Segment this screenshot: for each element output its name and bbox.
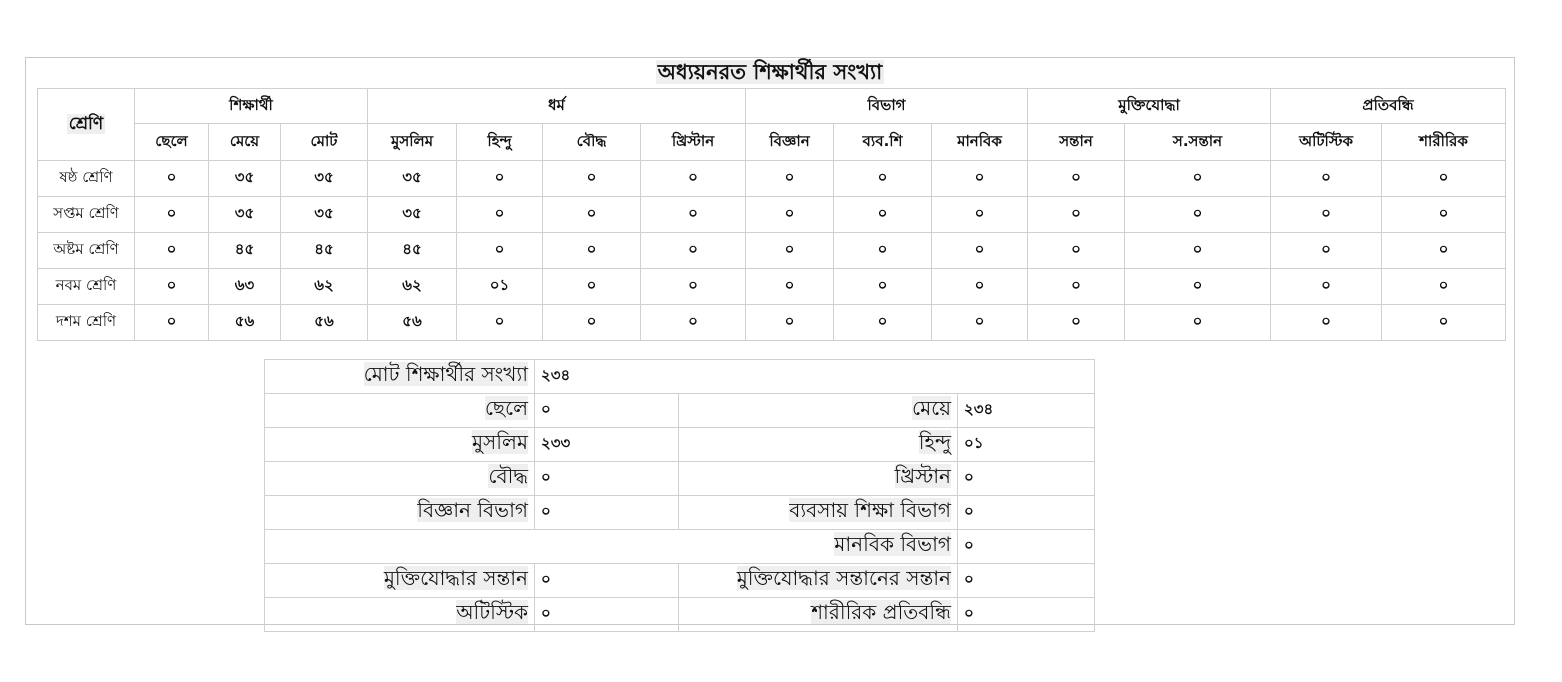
autistic-value: ০ — [535, 598, 679, 632]
ff-grandchild-value: ০ — [958, 564, 1095, 598]
science-value: ০ — [535, 496, 679, 530]
business-label: ব্যবসায় শিক্ষা বিভাগ — [679, 496, 958, 530]
subheader-muslim: মুসলিম — [368, 124, 457, 161]
summary-row — [265, 530, 1095, 564]
cell: ০ — [1271, 269, 1382, 305]
summary-table — [264, 359, 1095, 632]
cell: ৩৫ — [368, 197, 457, 233]
table-row — [38, 233, 1506, 269]
summary-row — [265, 564, 1095, 598]
cell: ০ — [543, 233, 641, 269]
row-class-label: নবম শ্রেণি — [38, 269, 135, 305]
muslim-label: মুসলিম — [265, 428, 535, 462]
cell: ০ — [932, 233, 1028, 269]
subheader-hindu: হিন্দু — [457, 124, 543, 161]
cell: ০ — [135, 197, 209, 233]
cell: ০ — [135, 269, 209, 305]
cell: ০ — [1125, 305, 1271, 341]
cell: ০ — [1271, 161, 1382, 197]
table-row — [38, 269, 1506, 305]
header-religion: ধর্ম — [368, 89, 746, 124]
humanities-label: মানবিক বিভাগ — [265, 530, 958, 564]
cell: ০ — [1125, 197, 1271, 233]
cell: ০ — [457, 161, 543, 197]
cell: ০ — [1028, 269, 1125, 305]
hindu-label: হিন্দু — [679, 428, 958, 462]
subheader-grandchild: স.সন্তান — [1125, 124, 1271, 161]
cell: ০ — [834, 305, 932, 341]
cell: ০ — [834, 197, 932, 233]
cell: ০ — [641, 161, 746, 197]
cell: ০ — [1382, 305, 1506, 341]
cell: ০ — [1028, 233, 1125, 269]
cell: ০ — [135, 233, 209, 269]
cell: ০ — [457, 305, 543, 341]
cell: ৫৬ — [281, 305, 368, 341]
cell: ০ — [1382, 197, 1506, 233]
class-stats-table — [37, 88, 1506, 341]
page-title: অধ্যয়নরত শিক্ষার্থীর সংখ্যা — [657, 60, 883, 84]
cell: ০ — [834, 269, 932, 305]
summary-row — [265, 360, 1095, 394]
summary-row — [265, 462, 1095, 496]
ff-child-label: মুক্তিযোদ্ধার সন্তান — [265, 564, 535, 598]
row-class-label: অষ্টম শ্রেণি — [38, 233, 135, 269]
cell: ০ — [543, 197, 641, 233]
subheader-physical: শারীরিক — [1382, 124, 1506, 161]
boys-value: ০ — [535, 394, 679, 428]
boys-label: ছেলে — [265, 394, 535, 428]
summary-row — [265, 598, 1095, 632]
cell: ৩৫ — [209, 197, 281, 233]
cell: ০ — [457, 197, 543, 233]
cell: ০ — [641, 197, 746, 233]
cell: ৩৫ — [281, 197, 368, 233]
row-class-label: সপ্তম শ্রেণি — [38, 197, 135, 233]
girls-value: ২৩৪ — [958, 394, 1095, 428]
cell: ০ — [1382, 233, 1506, 269]
cell: ০ — [543, 161, 641, 197]
girls-label: মেয়ে — [679, 394, 958, 428]
cell: ৪৫ — [209, 233, 281, 269]
summary-row — [265, 394, 1095, 428]
header-freedom-fighter: মুক্তিযোদ্ধা — [1028, 89, 1271, 124]
total-students-label: মোট শিক্ষার্থীর সংখ্যা — [265, 360, 535, 394]
header-disabled: প্রতিবন্ধি — [1271, 89, 1506, 124]
buddhist-label: বৌদ্ধ — [265, 462, 535, 496]
subheader-child: সন্তান — [1028, 124, 1125, 161]
hindu-value: ০১ — [958, 428, 1095, 462]
cell: ৬৩ — [209, 269, 281, 305]
cell: ৪৫ — [281, 233, 368, 269]
summary-row — [265, 496, 1095, 530]
cell: ৩৫ — [209, 161, 281, 197]
subheader-humanities: মানবিক — [932, 124, 1028, 161]
cell: ৫৬ — [209, 305, 281, 341]
subheader-science: বিজ্ঞান — [746, 124, 834, 161]
subheader-girls: মেয়ে — [209, 124, 281, 161]
cell: ০ — [1028, 305, 1125, 341]
row-class-label: দশম শ্রেণি — [38, 305, 135, 341]
cell: ০ — [932, 305, 1028, 341]
subheader-buddhist: বৌদ্ধ — [543, 124, 641, 161]
cell: ০ — [1382, 269, 1506, 305]
row-class-label: ষষ্ঠ শ্রেণি — [38, 161, 135, 197]
subheader-autistic: অটিস্টিক — [1271, 124, 1382, 161]
science-label: বিজ্ঞান বিভাগ — [265, 496, 535, 530]
cell: ০ — [1125, 161, 1271, 197]
cell: ৬২ — [281, 269, 368, 305]
cell: ০ — [135, 161, 209, 197]
business-value: ০ — [958, 496, 1095, 530]
autistic-label: অটিস্টিক — [265, 598, 535, 632]
cell: ০ — [641, 269, 746, 305]
cell: ০ — [746, 305, 834, 341]
cell: ০ — [135, 305, 209, 341]
physical-disabled-label: শারীরিক প্রতিবন্ধি — [679, 598, 958, 632]
header-students: শিক্ষার্থী — [135, 89, 368, 124]
cell: ০ — [1125, 269, 1271, 305]
cell: ০ — [641, 233, 746, 269]
buddhist-value: ০ — [535, 462, 679, 496]
cell: ০ — [641, 305, 746, 341]
christian-label: খ্রিস্টান — [679, 462, 958, 496]
summary-row — [265, 428, 1095, 462]
cell: ০ — [1271, 305, 1382, 341]
table-row — [38, 305, 1506, 341]
cell: ০ — [746, 233, 834, 269]
cell: ০ — [1028, 161, 1125, 197]
cell: ৪৫ — [368, 233, 457, 269]
subheader-business: ব্যব.শি — [834, 124, 932, 161]
cell: ০ — [746, 161, 834, 197]
cell: ৩৫ — [368, 161, 457, 197]
cell: ০ — [543, 269, 641, 305]
humanities-value: ০ — [958, 530, 1095, 564]
cell: ০ — [932, 161, 1028, 197]
cell: ০ — [1125, 233, 1271, 269]
cell: ০ — [746, 269, 834, 305]
cell: ০ — [543, 305, 641, 341]
physical-disabled-value: ০ — [958, 598, 1095, 632]
ff-child-value: ০ — [535, 564, 679, 598]
table-row — [38, 197, 1506, 233]
cell: ০ — [1271, 233, 1382, 269]
cell: ০ — [1271, 197, 1382, 233]
cell: ০ — [1028, 197, 1125, 233]
cell: ৫৬ — [368, 305, 457, 341]
cell: ০ — [932, 269, 1028, 305]
cell: ৩৫ — [281, 161, 368, 197]
muslim-value: ২৩৩ — [535, 428, 679, 462]
cell: ০ — [834, 161, 932, 197]
cell: ০ — [457, 233, 543, 269]
subheader-boys: ছেলে — [135, 124, 209, 161]
total-students-value: ২৩৪ — [535, 360, 1095, 394]
subheader-total: মোট — [281, 124, 368, 161]
cell: ০ — [932, 197, 1028, 233]
cell: ৬২ — [368, 269, 457, 305]
cell: ০ — [1382, 161, 1506, 197]
header-sreni: শ্রেণি — [38, 89, 135, 161]
header-department: বিভাগ — [746, 89, 1028, 124]
ff-grandchild-label: মুক্তিযোদ্ধার সন্তানের সন্তান — [679, 564, 958, 598]
cell: ০১ — [457, 269, 543, 305]
cell: ০ — [746, 197, 834, 233]
subheader-christian: খ্রিস্টান — [641, 124, 746, 161]
cell: ০ — [834, 233, 932, 269]
table-row — [38, 161, 1506, 197]
christian-value: ০ — [958, 462, 1095, 496]
